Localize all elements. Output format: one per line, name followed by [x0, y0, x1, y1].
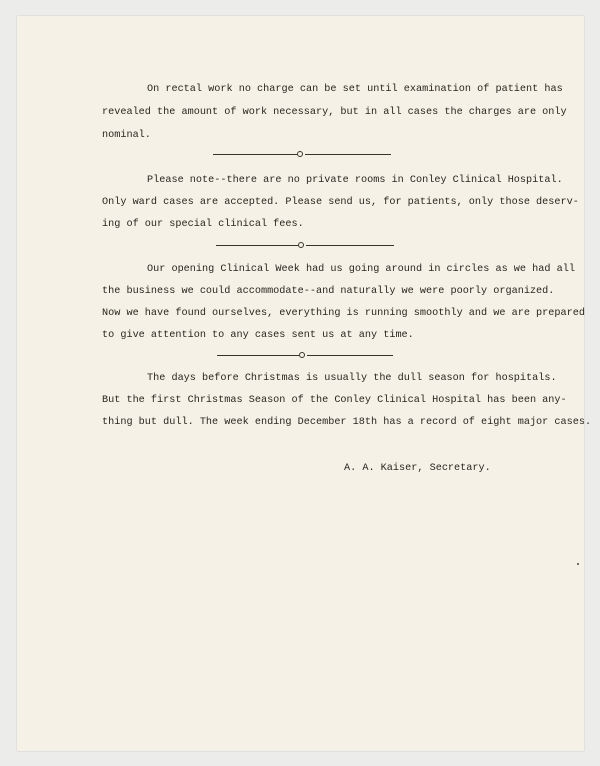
- typewritten-page: [17, 16, 592, 751]
- signature: A. A. Kaiser, Secretary.: [344, 463, 491, 474]
- para3-line-1: Our opening Clinical Week had us going around in circles as we had all: [147, 264, 575, 275]
- para3-line-2: the business we could accommodate--and naturally we were poorly organized.: [102, 286, 555, 297]
- para3-line-3: Now we have found ourselves, everything is running smoothly and we are prepared: [102, 308, 585, 319]
- section-divider: [217, 351, 395, 360]
- para3-line-4: to give attention to any cases sent us at any time.: [102, 330, 414, 341]
- section-divider: [213, 150, 391, 159]
- scan-speck: [577, 563, 579, 565]
- para2-line-1: Please note--there are no private rooms in Conley Clinical Hospital.: [147, 175, 563, 186]
- section-divider: [216, 241, 394, 250]
- para1-line-2: revealed the amount of work necessary, but in all cases the charges are only: [102, 107, 567, 118]
- para1-line-3: nominal.: [102, 130, 151, 141]
- para4-line-2: But the first Christmas Season of the Conley Clinical Hospital has been any-: [102, 395, 567, 406]
- para2-line-2: Only ward cases are accepted. Please send us, for patients, only those deserv-: [102, 197, 579, 208]
- para4-line-1: The days before Christmas is usually the dull season for hospitals.: [147, 373, 557, 384]
- para2-line-3: ing of our special clinical fees.: [102, 219, 304, 230]
- para1-line-1: On rectal work no charge can be set until examination of patient has: [147, 84, 563, 95]
- para4-line-3: thing but dull. The week ending December 18th has a record of eight major cases.: [102, 417, 592, 428]
